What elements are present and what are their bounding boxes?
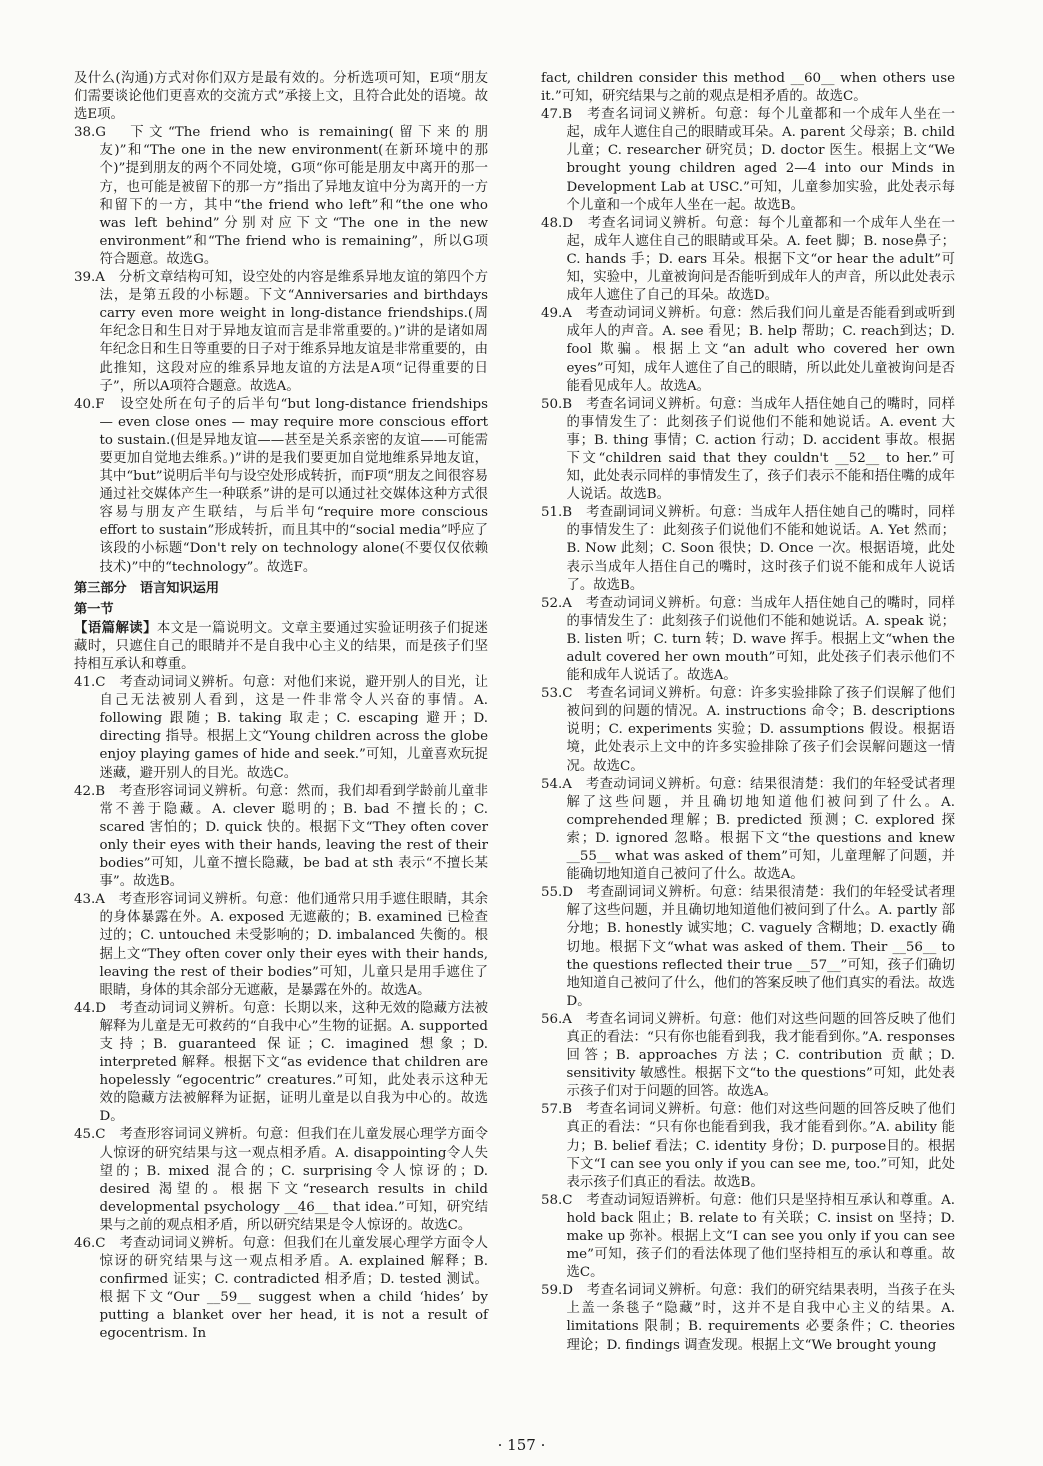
left-column — [74, 70, 488, 1344]
answer-item: 45.C 考查形容词词义辨析。句意：但我们在儿童发展心理学方面令人惊讶的研究结果与这一观点相矛盾。A. disappointing令人失望的；B. mixed 混合的；C. surprising令人惊讶的；D. desired 渴望的。根据下文“research results in child developmental psychology __46__ that idea.”可知，研究结果与之前的观点相矛盾，所以研究结果是令人惊讶的。故选C。 — [74, 1127, 488, 1233]
answer-item: 51.B 考查副词词义辨析。句意：当成年人捂住她自己的嘴时，同样的事情发生了：此刻孩子们说他们不能和她说话。A. Yet 然而；B. Now 此刻；C. Soon 很快；D. Once 一次。根据语境，此处表示当成年人捂住自己的嘴时，这时孩子们说不能和成年人说话了。故选B。 — [541, 505, 955, 593]
answer-item: 43.A 考查形容词词义辨析。句意：他们通常只用手遮住眼睛，其余的身体暴露在外。A. exposed 无遮蔽的；B. examined 已检查过的；C. untouched 未受影响的；D. imbalanced 失衡的。根据上文“They often cover only their eyes with their hands, leaving the rest of their bodies”可知，儿童只是用手遮住了眼睛，身体的其余部分无遮蔽，是暴露在外的。故选A。 — [74, 892, 488, 998]
answer-item: 48.D 考查名词词义辨析。句意：每个儿童都和一个成年人坐在一起，成年人遮住自己的眼睛或耳朵。A. feet 脚；B. nose鼻子；C. hands 手；D. ears 耳朵。根据下文“or hear the adult”可知，实验中，儿童被询问是否能听到成年人的声音，所以此处表示成年人遮住了自己的耳朵。故选D。 — [541, 215, 955, 304]
answer-item: 46.C 考查动词词义辨析。句意：但我们在儿童发展心理学方面令人惊讶的研究结果与这一观点相矛盾。A. explained 解释；B. confirmed 证实；C. contradicted 相矛盾；D. tested 测试。根据下文“Our __59__ suggest when a child ‘hides’ by putting a blanket over her head, it is not a result of egocentrism. In — [74, 1236, 488, 1342]
continued-text: fact, children consider this method __60__ when others use it.”可知，研究结果与之前的观点是相矛盾的。故选C。 — [541, 71, 955, 105]
answer-item: 47.B 考查名词词义辨析。句意：每个儿童都和一个成年人坐在一起，成年人遮住自己的眼睛或耳朵。A. parent 父母亲；B. child 儿童；C. researcher 研究员；D. doctor 医生。根据上文“We brought young children aged 2—4 into our Minds in Development Lab at USC.”可知，儿童参加实验，此处表示每个儿童和一个成年人坐在一起。故选B。 — [541, 107, 955, 213]
answer-item: 40.F 设空处所在句子的后半句“but long-distance friendships — even close ones — may require more conscious effort to sustain.(但是异地友谊——甚至是关系亲密的友谊——可能需要更加自觉地去维系。)”讲的是我们要更加自觉地维系异地友谊，其中“but”说明后半句与设空处形成转折，而F项“朋友之间很容易通过社交媒体产生一种联系”讲的是可以通过社交媒体这种方式很容易与朋友产生联结，与后半句“require more conscious effort to sustain”形成转折，而且其中的“social media”呼应了该段的小标题“Don't rely on technology alone(不要仅仅依赖技术)”中的“technology”。故选F。 — [74, 396, 488, 575]
answer-item: 42.B 考查形容词词义辨析。句意：然而，我们却看到学龄前儿童非常不善于隐藏。A. clever 聪明的；B. bad 不擅长的；C. scared 害怕的；D. quick 快的。根据下文“They often cover only their eyes with their hands, leaving the rest of their bodies”可知，儿童不擅长隐藏，be bad at sth 表示“不擅长某事”。故选B。 — [74, 783, 488, 890]
passage-summary-label: 【语篇解读】 — [74, 619, 157, 636]
answer-item: 53.C 考查名词词义辨析。句意：许多实验排除了孩子们误解了他们被问到的问题的情况。A. instructions 命令；B. descriptions说明；C. experiments 实验；D. assumptions 假设。根据语境，此处表示上文中的许多实验排除了孩子们会误解问题这一情况。故选C。 — [541, 686, 955, 774]
section-heading: 第三部分 语言知识运用 — [74, 580, 220, 596]
answer-item: 50.B 考查名词词义辨析。句意：当成年人捂住她自己的嘴时，同样的事情发生了：此刻孩子们说他们不能和她说话。A. event 大事；B. thing 事情；C. action 行动；D. accident 事故。根据下文“children said that they couldn't __52__ to her.”可知，此处表示同样的事情发生了，孩子们表示不能和捂住嘴的成年人说话。故选B。 — [541, 396, 955, 503]
page-number: · 157 · — [497, 1436, 546, 1454]
answer-item: 54.A 考查动词词义辨析。句意：结果很清楚：我们的年轻受试者理解了这些问题，并且确切地知道他们被问到了什么。A. comprehended理解；B. predicted 预测；C. explored 探索；D. ignored 忽略。根据下文“the questions and knew __55__ what was asked of them”可知，儿童理解了问题，并能确切地知道自己被问了什么。故选A。 — [541, 776, 955, 883]
answer-item: 38.G 下文“The friend who is remaining(留下来的朋友)”和“The one in the new environment(在新环境中的那个)”提到朋友的两个不同处境，G项“你可能是朋友中离开的那一方，也可能是被留下的那一方”指出了异地友谊中分为离开的一方和留下的一方，其中“the friend who left”和“the one who was left behind”分别对应下文“The one in the new environment”和“The friend who is remaining”，所以G项符合题意。故选G。 — [74, 125, 488, 267]
section-heading: 第一节 — [74, 601, 114, 617]
answer-item: 39.A 分析文章结构可知，设空处的内容是维系异地友谊的第四个方法，是第五段的小标题。下文“Anniversaries and birthdays carry even more weight in long-distance friendships.(周年纪念日和生日对于异地友谊而言是非常重要的。)”讲的是诸如周年纪念日和生日等重要的日子对于维系异地友谊是非常重要的，由此推知，这段对应的维系异地友谊的方法是A项“记得重要的日子”，所以A项符合题意。故选A。 — [74, 270, 488, 394]
answer-item: 59.D 考查名词词义辨析。句意：我们的研究结果表明，当孩子在头上盖一条毯子“隐藏”时，这并不是自我中心主义的结果。A. limitations 限制；B. requirements 必要条件；C. theories 理论；D. findings 调查发现。根据上文“We brought young — [541, 1283, 955, 1353]
answer-item: 55.D 考查副词词义辨析。句意：结果很清楚：我们的年轻受试者理解了这些问题，并且确切地知道他们被问到了什么。A. partly 部分地；B. honestly 诚实地；C. vaguely 含糊地；D. exactly 确切地。根据下文“what was asked of them. Their __56__ to the questions reflected their true __57__”可知，孩子们确切地知道自己被问了什么，他们的答案反映了他们真实的看法。故选D。 — [541, 885, 955, 1009]
answer-item: 58.C 考查动词短语辨析。句意：他们只是坚持相互承认和尊重。A. hold back 阻止；B. relate to 有关联；C. insist on 坚持；D. make up 弥补。根据上文“I can see you only if you can see me”可知，孩子们的看法体现了他们坚持相互的承认和尊重。故选C。 — [541, 1192, 955, 1281]
continued-text: 及什么(沟通)方式对你们双方是最有效的。分析选项可知，E项“朋友们需要谈论他们更喜欢的交流方式”承接上文，且符合此处的语境。故选E项。 — [74, 71, 488, 123]
answer-item: 52.A 考查动词词义辨析。句意：当成年人捂住她自己的嘴时，同样的事情发生了：此刻孩子们说他们不能和她说话。A. speak 说；B. listen 听；C. turn 转；D. wave 挥手。根据上文“when the adult covered her own mouth”可知，此处孩子们表示他们不能和成年人说话了。故选A。 — [541, 595, 955, 684]
answer-item: 57.B 考查名词词义辨析。句意：他们对这些问题的回答反映了他们真正的看法：“只有你也能看到我，我才能看到你。”A. ability 能力；B. belief 看法；C. identity 身份；D. purpose目的。根据下文“I can see you only if you can see me, too.”可知，此处表示孩子们真正的看法。故选B。 — [541, 1102, 955, 1190]
answer-item: 49.A 考查动词词义辨析。句意：然后我们问儿童是否能看到或听到成年人的声音。A. see 看见；B. help 帮助；C. reach到达；D. fool 欺骗。根据上文“an adult who covered her own eyes”可知，成年人遮住了自己的眼睛，所以此处儿童被询问是否能看见成年人。故选A。 — [541, 306, 955, 394]
passage-summary — [74, 619, 488, 674]
right-column — [541, 70, 955, 1355]
answer-item: 44.D 考查动词词义辨析。句意：长期以来，这种无效的隐藏方法被解释为儿童是无可救药的“自我中心”生物的证据。A. supported 支持；B. guaranteed 保证；C. imagined 想象；D. interpreted 解释。根据下文“as evidence that children are hopelessly “egocentric” creatures.”可知，此处表示这种无效的隐藏方法被解释为证据，证明儿童是以自我为中心的。故选D。 — [74, 1000, 488, 1125]
passage-summary-text: 本文是一篇说明文。文章主要通过实验证明孩子们捉迷藏时，只遮住自己的眼睛并不是自我中心主义的结果，而是孩子们坚持相互承认和尊重。 — [74, 620, 489, 672]
answer-item: 56.A 考查名词词义辨析。句意：他们对这些问题的回答反映了他们真正的看法：“只有你也能看到我，我才能看到你。”A. responses 回答；B. approaches 方法；C. contribution 贡献；D. sensitivity 敏感性。根据下文“to the questions”可知，此处表示孩子们对于问题的回答。故选A。 — [541, 1011, 955, 1100]
answer-item: 41.C 考查动词词义辨析。句意：对他们来说，避开别人的目光，让自己无法被别人看到，这是一件非常令人兴奋的事情。A. following 跟随；B. taking 取走；C. escaping 避开；D. directing 指导。根据上文“Young children across the globe enjoy playing games of hide and seek.”可知，儿童喜欢玩捉迷藏，避开别人的目光。故选C。 — [74, 675, 488, 781]
